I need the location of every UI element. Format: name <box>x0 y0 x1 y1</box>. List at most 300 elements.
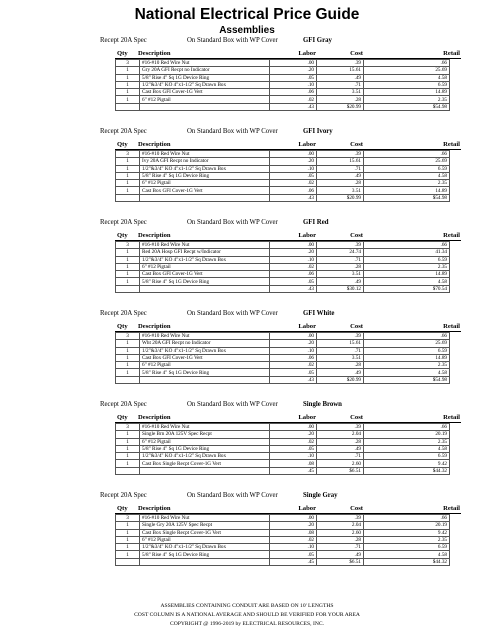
assembly-table <box>115 423 450 475</box>
labor-cell: .05 <box>270 445 317 452</box>
section-name: Single Gray <box>303 492 338 499</box>
labor-cell: .10 <box>270 347 317 354</box>
qty-cell: 1 <box>116 354 140 361</box>
description-cell: #16-#10 Red Wire Nut <box>140 515 270 522</box>
qty-cell: 1 <box>116 180 140 187</box>
retail-total: $54.98 <box>364 103 450 110</box>
retail-cell: .66 <box>364 333 450 340</box>
qty-header: Qty <box>117 232 128 239</box>
labor-cell: .05 <box>270 278 317 285</box>
cost-total: $20.99 <box>317 376 364 383</box>
section-name: GFI Red <box>303 219 329 226</box>
table-row <box>116 249 450 256</box>
qty-cell: 1 <box>116 249 140 256</box>
labor-cell: .20 <box>270 67 317 74</box>
labor-header: Labor <box>298 505 316 512</box>
qty-cell: 1 <box>116 263 140 270</box>
qty-cell: 1 <box>116 187 140 194</box>
qty-cell: 3 <box>116 424 140 431</box>
retail-cell: 14.89 <box>364 187 450 194</box>
section-description: On Standard Box with WP Cover <box>187 37 278 44</box>
labor-cell: .10 <box>270 544 317 551</box>
labor-cell: .05 <box>270 369 317 376</box>
labor-cell: .05 <box>270 551 317 558</box>
retail-cell: 6.59 <box>364 544 450 551</box>
table-row <box>116 151 450 158</box>
table-row <box>116 242 450 249</box>
qty-cell: 1 <box>116 340 140 347</box>
retail-cell: 6.59 <box>364 256 450 263</box>
qty-cell: 1 <box>116 271 140 278</box>
assembly-section <box>0 490 494 581</box>
description-cell: 6" #12 Pigtail <box>140 536 270 543</box>
qty-cell: 1 <box>116 529 140 536</box>
description-cell: Single Brn 20A 125V Spec Recpt <box>140 431 270 438</box>
retail-cell: 6.59 <box>364 81 450 88</box>
description-cell: #16-#10 Red Wire Nut <box>140 424 270 431</box>
assembly-section <box>0 308 494 399</box>
labor-total: .45 <box>270 558 317 565</box>
qty-cell: 3 <box>116 333 140 340</box>
retail-cell: 6.59 <box>364 453 450 460</box>
description-header: Description <box>138 50 171 57</box>
qty-cell: 1 <box>116 96 140 103</box>
assembly-section <box>0 126 494 217</box>
cost-cell: 3.51 <box>317 89 364 96</box>
labor-cell: .20 <box>270 158 317 165</box>
cost-cell: 15.61 <box>317 340 364 347</box>
qty-cell: 1 <box>116 81 140 88</box>
totals-row <box>116 285 450 292</box>
qty-cell: 1 <box>116 74 140 81</box>
retail-cell: 25.69 <box>364 158 450 165</box>
description-cell: 5/8" Rise 4" Sq 1G Device Ring <box>140 369 270 376</box>
retail-cell: 4.58 <box>364 369 450 376</box>
table-row <box>116 158 450 165</box>
retail-cell: .66 <box>364 515 450 522</box>
cost-cell: .39 <box>317 151 364 158</box>
cost-cell: 15.61 <box>317 67 364 74</box>
qty-cell: 3 <box>116 242 140 249</box>
retail-header: Retail <box>443 505 460 512</box>
table-row <box>116 74 450 81</box>
qty-cell <box>116 376 140 383</box>
description-cell <box>140 285 270 292</box>
assembly-table <box>115 241 450 293</box>
retail-cell: 4.58 <box>364 74 450 81</box>
description-cell: 6" #12 Pigtail <box>140 180 270 187</box>
page-title: National Electrical Price Guide <box>134 6 360 23</box>
cost-header: Cost <box>350 505 363 512</box>
description-cell: 5/8" Rise 4" Sq 1G Device Ring <box>140 278 270 285</box>
qty-cell: 1 <box>116 67 140 74</box>
retail-cell: 4.58 <box>364 172 450 179</box>
description-header: Description <box>138 141 171 148</box>
cost-cell: .49 <box>317 551 364 558</box>
labor-cell: .10 <box>270 81 317 88</box>
cost-cell: .28 <box>317 263 364 270</box>
cost-total: $6.51 <box>317 467 364 474</box>
qty-cell: 1 <box>116 362 140 369</box>
qty-cell <box>116 103 140 110</box>
labor-cell: .00 <box>270 424 317 431</box>
qty-cell <box>116 467 140 474</box>
table-row <box>116 165 450 172</box>
description-cell: 5/8" Rise 4" Sq 1G Device Ring <box>140 445 270 452</box>
labor-header: Labor <box>298 232 316 239</box>
assembly-section <box>0 217 494 308</box>
retail-cell: 25.69 <box>364 340 450 347</box>
qty-header: Qty <box>117 323 128 330</box>
cost-cell: .49 <box>317 369 364 376</box>
description-cell: #16-#10 Red Wire Nut <box>140 151 270 158</box>
retail-cell: 41.34 <box>364 249 450 256</box>
qty-cell: 1 <box>116 522 140 529</box>
retail-header: Retail <box>443 141 460 148</box>
retail-cell: 4.58 <box>364 551 450 558</box>
cost-cell: .49 <box>317 278 364 285</box>
description-header: Description <box>138 323 171 330</box>
description-cell: 6" #12 Pigtail <box>140 362 270 369</box>
table-row <box>116 96 450 103</box>
table-row <box>116 551 450 558</box>
cost-header: Cost <box>350 323 363 330</box>
retail-cell: .66 <box>364 151 450 158</box>
section-name: GFI Ivory <box>303 128 333 135</box>
description-cell: #16-#10 Red Wire Nut <box>140 242 270 249</box>
qty-header: Qty <box>117 141 128 148</box>
assembly-sections <box>0 35 494 581</box>
totals-row <box>116 558 450 565</box>
labor-cell: .00 <box>270 242 317 249</box>
labor-cell: .02 <box>270 362 317 369</box>
description-cell: 6" #12 Pigtail <box>140 263 270 270</box>
assembly-section <box>0 35 494 126</box>
labor-cell: .10 <box>270 453 317 460</box>
cost-cell: .49 <box>317 172 364 179</box>
description-cell: 1/2"&3/4" KO 4"x1-1/2" Sq Drawn Box <box>140 165 270 172</box>
retail-cell: 9.42 <box>364 529 450 536</box>
assembly-table <box>115 514 450 566</box>
retail-cell: 25.69 <box>364 67 450 74</box>
qty-cell: 1 <box>116 460 140 467</box>
table-row <box>116 515 450 522</box>
description-cell: 6" #12 Pigtail <box>140 96 270 103</box>
cost-total: $20.99 <box>317 194 364 201</box>
description-cell <box>140 194 270 201</box>
qty-cell: 1 <box>116 445 140 452</box>
description-cell: Gry 20A GFI Recpt no Indicator <box>140 67 270 74</box>
description-cell: Cast Box GFI Cover-1G Vert <box>140 271 270 278</box>
cost-cell: .71 <box>317 81 364 88</box>
description-cell: Cast Box GFI Cover-1G Vert <box>140 187 270 194</box>
description-header: Description <box>138 414 171 421</box>
table-row <box>116 354 450 361</box>
labor-cell: .02 <box>270 263 317 270</box>
retail-header: Retail <box>443 50 460 57</box>
table-row <box>116 522 450 529</box>
cost-header: Cost <box>350 141 363 148</box>
table-row <box>116 81 450 88</box>
table-row <box>116 340 450 347</box>
qty-cell: 3 <box>116 515 140 522</box>
labor-header: Labor <box>298 141 316 148</box>
cost-cell: 2.04 <box>317 522 364 529</box>
section-description: On Standard Box with WP Cover <box>187 128 278 135</box>
labor-cell: .06 <box>270 354 317 361</box>
cost-cell: .28 <box>317 536 364 543</box>
labor-cell: .08 <box>270 529 317 536</box>
labor-cell: .06 <box>270 89 317 96</box>
qty-cell <box>116 194 140 201</box>
totals-row <box>116 467 450 474</box>
table-row <box>116 438 450 445</box>
footer-note-conduit: ASSEMBLIES CONTAINING CONDUIT ARE BASED ON 10' LENGTHS <box>160 603 334 609</box>
cost-cell: 3.51 <box>317 271 364 278</box>
qty-cell: 1 <box>116 172 140 179</box>
labor-cell: .02 <box>270 438 317 445</box>
description-header: Description <box>138 505 171 512</box>
labor-header: Labor <box>298 414 316 421</box>
table-row <box>116 278 450 285</box>
table-row <box>116 333 450 340</box>
cost-cell: .39 <box>317 515 364 522</box>
section-description: On Standard Box with WP Cover <box>187 492 278 499</box>
cost-cell: .71 <box>317 453 364 460</box>
retail-total: $54.98 <box>364 194 450 201</box>
labor-cell: .20 <box>270 340 317 347</box>
description-cell: 1/2"&3/4" KO 4"x1-1/2" Sq Drawn Box <box>140 256 270 263</box>
cost-cell: .39 <box>317 60 364 67</box>
cost-cell: 24.74 <box>317 249 364 256</box>
qty-header: Qty <box>117 414 128 421</box>
assembly-table <box>115 150 450 202</box>
table-row <box>116 544 450 551</box>
qty-header: Qty <box>117 50 128 57</box>
description-cell: Cast Box GFI Cover-1G Vert <box>140 89 270 96</box>
description-cell: Cast Box Single Recpt Cover-1G Vert <box>140 529 270 536</box>
description-cell: Single Gry 20A 125V Spec Recpt <box>140 522 270 529</box>
cost-cell: .28 <box>317 96 364 103</box>
qty-cell: 1 <box>116 89 140 96</box>
table-row <box>116 89 450 96</box>
qty-cell: 1 <box>116 551 140 558</box>
retail-cell: 6.59 <box>364 347 450 354</box>
qty-cell: 1 <box>116 158 140 165</box>
page-subtitle: Assemblies <box>219 25 275 36</box>
section-spec: Recept 20A Spec <box>100 219 147 226</box>
section-description: On Standard Box with WP Cover <box>187 401 278 408</box>
retail-cell: 6.59 <box>364 165 450 172</box>
section-description: On Standard Box with WP Cover <box>187 310 278 317</box>
footer-copyright: COPYRIGHT @ 1996-2019 by ELECTRICAL RESOURCES, INC. <box>169 621 324 627</box>
description-cell <box>140 376 270 383</box>
table-row <box>116 187 450 194</box>
description-header: Description <box>138 232 171 239</box>
retail-cell: 14.89 <box>364 271 450 278</box>
description-cell: #16-#10 Red Wire Nut <box>140 333 270 340</box>
section-spec: Recept 20A Spec <box>100 310 147 317</box>
cost-cell: .71 <box>317 256 364 263</box>
cost-cell: .39 <box>317 333 364 340</box>
cost-cell: 2.60 <box>317 529 364 536</box>
cost-cell: 2.60 <box>317 460 364 467</box>
cost-cell: .28 <box>317 438 364 445</box>
qty-cell: 1 <box>116 453 140 460</box>
description-cell: Wht 20A GFI Recpt no Indicator <box>140 340 270 347</box>
labor-cell: .10 <box>270 256 317 263</box>
retail-cell: 14.89 <box>364 89 450 96</box>
labor-cell: .20 <box>270 249 317 256</box>
labor-cell: .00 <box>270 60 317 67</box>
labor-cell: .05 <box>270 74 317 81</box>
qty-cell: 1 <box>116 347 140 354</box>
retail-total: $44.32 <box>364 558 450 565</box>
qty-cell: 1 <box>116 165 140 172</box>
qty-cell: 3 <box>116 60 140 67</box>
labor-cell: .00 <box>270 151 317 158</box>
cost-cell: .49 <box>317 445 364 452</box>
table-row <box>116 256 450 263</box>
description-cell: Ivy 20A GFI Recpt no Indicator <box>140 158 270 165</box>
labor-cell: .08 <box>270 460 317 467</box>
section-description: On Standard Box with WP Cover <box>187 219 278 226</box>
retail-total: $44.32 <box>364 467 450 474</box>
labor-cell: .20 <box>270 431 317 438</box>
cost-cell: .71 <box>317 347 364 354</box>
description-cell: #16-#10 Red Wire Nut <box>140 60 270 67</box>
table-row <box>116 460 450 467</box>
qty-cell: 1 <box>116 431 140 438</box>
table-row <box>116 271 450 278</box>
qty-cell: 1 <box>116 256 140 263</box>
cost-header: Cost <box>350 50 363 57</box>
table-row <box>116 347 450 354</box>
table-row <box>116 424 450 431</box>
qty-cell <box>116 558 140 565</box>
description-cell: Cast Box Single Recpt Cover-1G Vert <box>140 460 270 467</box>
retail-total: $54.98 <box>364 376 450 383</box>
labor-header: Labor <box>298 323 316 330</box>
section-name: Single Brown <box>303 401 342 408</box>
retail-cell: 2.35 <box>364 180 450 187</box>
cost-cell: 2.04 <box>317 431 364 438</box>
retail-cell: 20.19 <box>364 431 450 438</box>
description-cell: 1/2"&3/4" KO 4"x1-1/2" Sq Drawn Box <box>140 544 270 551</box>
labor-cell: .20 <box>270 522 317 529</box>
section-spec: Recept 20A Spec <box>100 37 147 44</box>
cost-cell: .49 <box>317 74 364 81</box>
table-row <box>116 67 450 74</box>
retail-cell: 2.35 <box>364 362 450 369</box>
labor-cell: .00 <box>270 515 317 522</box>
cost-cell: .39 <box>317 242 364 249</box>
description-cell: 5/8" Rise 4" Sq 1G Device Ring <box>140 172 270 179</box>
qty-cell <box>116 285 140 292</box>
retail-cell: .66 <box>364 242 450 249</box>
cost-header: Cost <box>350 232 363 239</box>
section-spec: Recept 20A Spec <box>100 492 147 499</box>
table-row <box>116 536 450 543</box>
retail-cell: .66 <box>364 424 450 431</box>
qty-cell: 1 <box>116 438 140 445</box>
labor-total: .43 <box>270 103 317 110</box>
description-cell: 1/2"&3/4" KO 4"x1-1/2" Sq Drawn Box <box>140 81 270 88</box>
labor-header: Labor <box>298 50 316 57</box>
qty-cell: 1 <box>116 369 140 376</box>
labor-cell: .02 <box>270 536 317 543</box>
description-cell: 1/2"&3/4" KO 4"x1-1/2" Sq Drawn Box <box>140 347 270 354</box>
retail-cell: 9.42 <box>364 460 450 467</box>
retail-cell: 14.89 <box>364 354 450 361</box>
description-cell: 5/8" Rise 4" Sq 1G Device Ring <box>140 74 270 81</box>
labor-cell: .06 <box>270 187 317 194</box>
retail-cell: 20.19 <box>364 522 450 529</box>
retail-cell: 4.58 <box>364 278 450 285</box>
description-cell: 5/8" Rise 4" Sq 1G Device Ring <box>140 551 270 558</box>
totals-row <box>116 194 450 201</box>
cost-cell: 3.51 <box>317 187 364 194</box>
footer-note-cost: COST COLUMN IS A NATIONAL AVERAGE AND SHOULD BE VERIFIED FOR YOUR AREA <box>134 612 360 618</box>
section-name: GFI White <box>303 310 335 317</box>
qty-cell: 3 <box>116 151 140 158</box>
retail-header: Retail <box>443 232 460 239</box>
table-row <box>116 362 450 369</box>
description-cell <box>140 558 270 565</box>
qty-cell: 1 <box>116 544 140 551</box>
labor-total: .45 <box>270 467 317 474</box>
labor-cell: .02 <box>270 180 317 187</box>
retail-cell: 2.35 <box>364 536 450 543</box>
cost-cell: 3.51 <box>317 354 364 361</box>
labor-total: .43 <box>270 285 317 292</box>
retail-cell: 2.35 <box>364 438 450 445</box>
cost-total: $6.51 <box>317 558 364 565</box>
description-cell <box>140 467 270 474</box>
labor-cell: .10 <box>270 165 317 172</box>
qty-cell: 1 <box>116 536 140 543</box>
labor-cell: .02 <box>270 96 317 103</box>
description-cell: 6" #12 Pigtail <box>140 438 270 445</box>
table-row <box>116 60 450 67</box>
retail-header: Retail <box>443 323 460 330</box>
table-row <box>116 453 450 460</box>
table-row <box>116 263 450 270</box>
cost-header: Cost <box>350 414 363 421</box>
assembly-table <box>115 332 450 384</box>
retail-cell: .66 <box>364 60 450 67</box>
table-row <box>116 180 450 187</box>
table-row <box>116 172 450 179</box>
labor-cell: .06 <box>270 271 317 278</box>
totals-row <box>116 103 450 110</box>
cost-cell: .71 <box>317 165 364 172</box>
cost-cell: .39 <box>317 424 364 431</box>
assembly-section <box>0 399 494 490</box>
section-spec: Recept 20A Spec <box>100 128 147 135</box>
labor-cell: .05 <box>270 172 317 179</box>
description-cell: 1/2"&3/4" KO 4"x1-1/2" Sq Drawn Box <box>140 453 270 460</box>
cost-cell: 15.61 <box>317 158 364 165</box>
table-row <box>116 529 450 536</box>
retail-total: $70.54 <box>364 285 450 292</box>
description-cell <box>140 103 270 110</box>
description-cell: Red 20A Hosp GFI Recpt w/Indicator <box>140 249 270 256</box>
assembly-table <box>115 59 450 111</box>
cost-total: $30.12 <box>317 285 364 292</box>
section-spec: Recept 20A Spec <box>100 401 147 408</box>
description-cell: Cast Box GFI Cover-1G Vert <box>140 354 270 361</box>
